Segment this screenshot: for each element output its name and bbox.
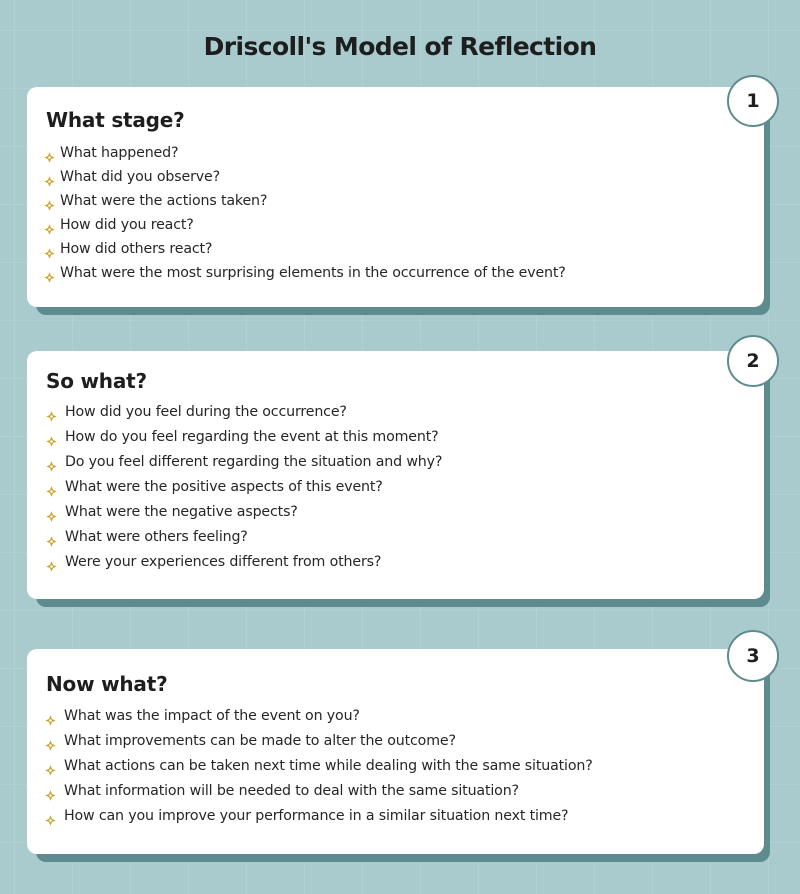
step-number-badge: 2 [727, 335, 779, 387]
diamond-sparkle-icon [46, 532, 57, 543]
list-item: What were the negative aspects? [46, 501, 298, 523]
list-item: What were the most surprising elements in the occurrence of the event? [44, 262, 566, 284]
list-item: What were others feeling? [46, 526, 248, 548]
diamond-sparkle-icon [46, 557, 57, 568]
diamond-sparkle-icon [45, 786, 56, 797]
diamond-sparkle-icon [44, 172, 55, 183]
diamond-sparkle-icon [45, 736, 56, 747]
list-item: What were the positive aspects of this event? [46, 476, 383, 498]
stage-card-3 [27, 649, 764, 854]
card-body [27, 649, 764, 854]
list-item: What was the impact of the event on you? [45, 705, 360, 727]
list-item: Were your experiences different from others? [46, 551, 381, 573]
diamond-sparkle-icon [45, 761, 56, 772]
list-item: What actions can be taken next time while dealing with the same situation? [45, 755, 593, 777]
list-item: How did you feel during the occurrence? [46, 401, 347, 423]
diamond-sparkle-icon [46, 432, 57, 443]
diamond-sparkle-icon [46, 507, 57, 518]
list-item: How did others react? [44, 238, 212, 260]
stage-card-1 [27, 87, 764, 307]
diamond-sparkle-icon [46, 482, 57, 493]
diamond-sparkle-icon [46, 457, 57, 468]
card-heading: So what? [46, 369, 147, 393]
diamond-sparkle-icon [46, 407, 57, 418]
diamond-sparkle-icon [44, 196, 55, 207]
list-item: What information will be needed to deal with the same situation? [45, 780, 519, 802]
stage-card-2 [27, 351, 764, 599]
card-heading: What stage? [46, 108, 185, 132]
page-title: Driscoll's Model of Reflection [203, 32, 597, 61]
diamond-sparkle-icon [45, 811, 56, 822]
list-item: How do you feel regarding the event at this moment? [46, 426, 439, 448]
step-number-badge: 3 [727, 630, 779, 682]
list-item: What did you observe? [44, 166, 220, 188]
card-body [27, 351, 764, 599]
card-heading: Now what? [46, 672, 168, 696]
step-number-badge: 1 [727, 75, 779, 127]
card-body [27, 87, 764, 307]
list-item: What were the actions taken? [44, 190, 267, 212]
list-item: Do you feel different regarding the situation and why? [46, 451, 442, 473]
diamond-sparkle-icon [44, 244, 55, 255]
diamond-sparkle-icon [45, 711, 56, 722]
diamond-sparkle-icon [44, 220, 55, 231]
list-item: What happened? [44, 142, 178, 164]
list-item: What improvements can be made to alter the outcome? [45, 730, 456, 752]
list-item: How can you improve your performance in a similar situation next time? [45, 805, 568, 827]
diamond-sparkle-icon [44, 148, 55, 159]
diamond-sparkle-icon [44, 268, 55, 279]
list-item: How did you react? [44, 214, 194, 236]
